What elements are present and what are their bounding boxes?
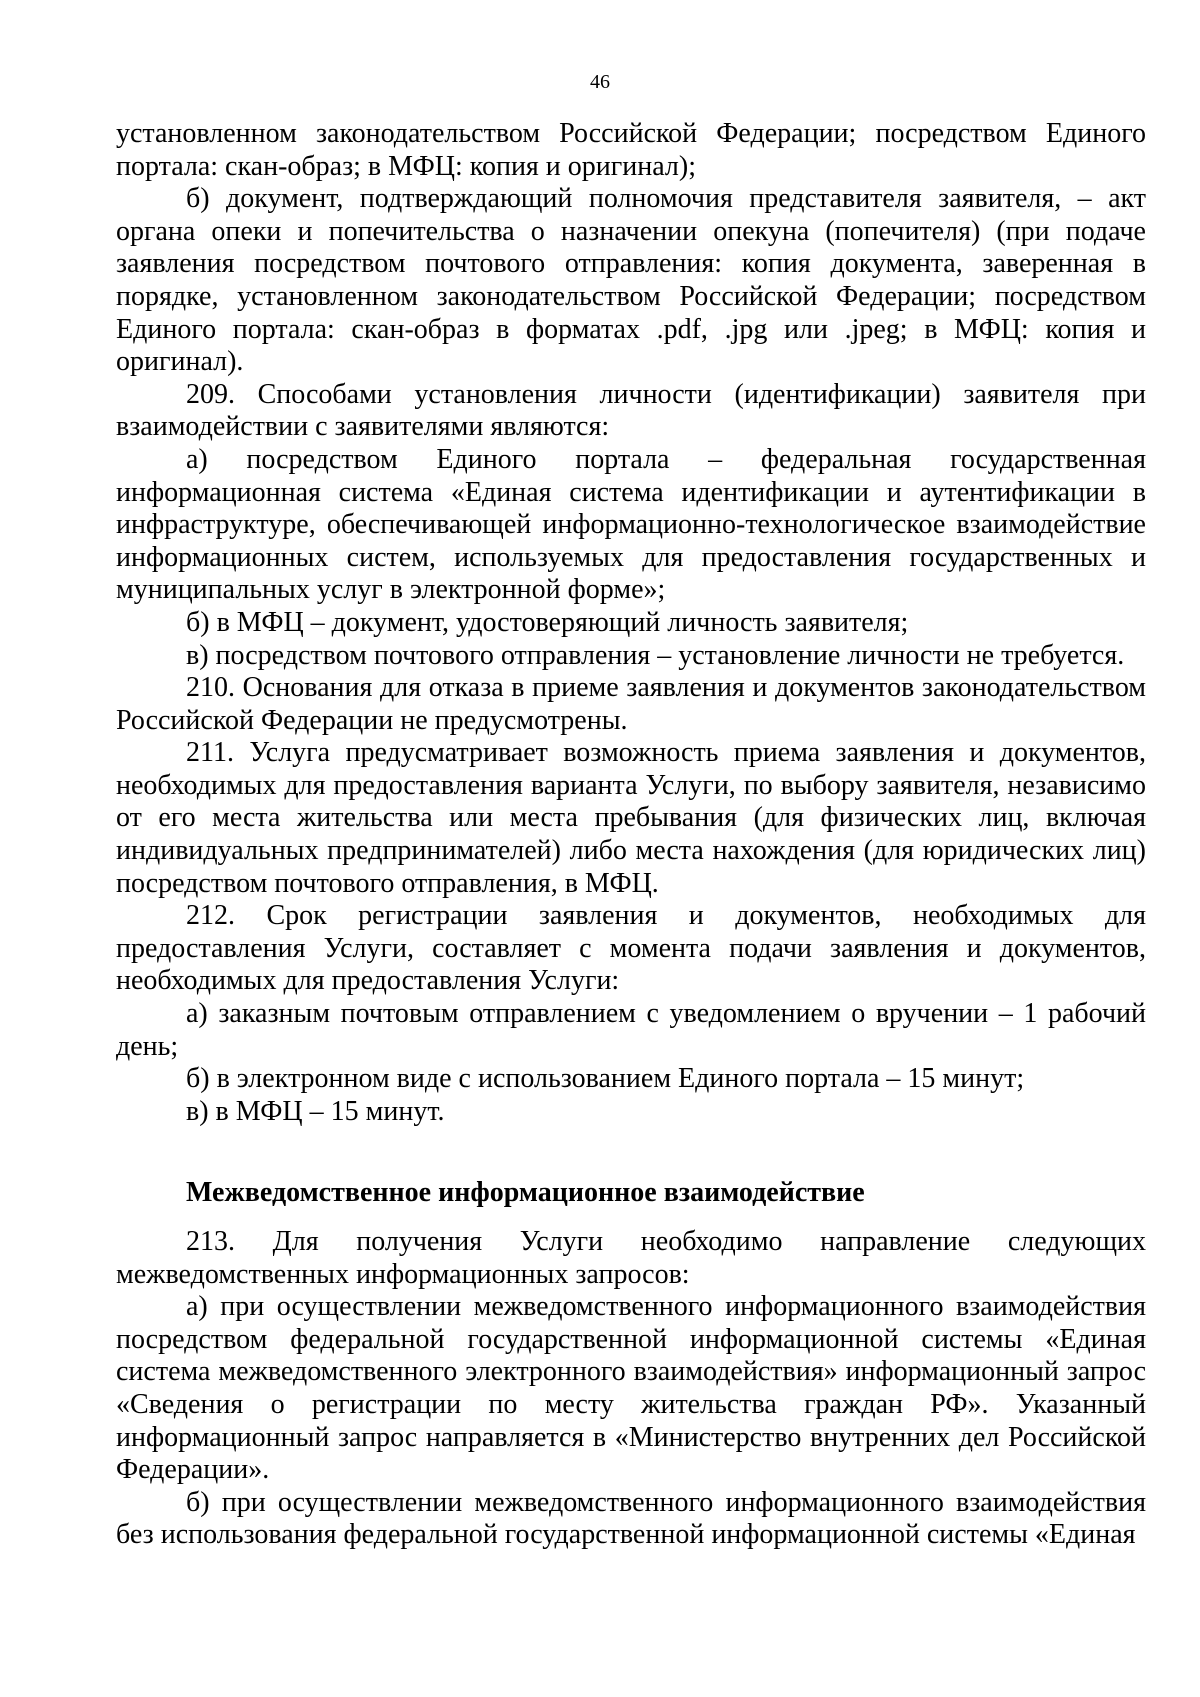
spacer <box>116 1128 1146 1177</box>
paragraph-213a: а) при осуществлении межведомственного информационного взаимодействия посредством федеральной государственной информационной системы «Единая система межведомственного электронного взаимодействия» информационный запрос «Сведения о регистрации по месту жительства граждан РФ». Указанный информационный запрос направляется в «Министерство внутренних дел Российской Федерации». <box>116 1291 1146 1486</box>
paragraph-212: 212. Срок регистрации заявления и документов, необходимых для предоставления Услуги, составляет с момента подачи заявления и документов, необходимых для предоставления Услуги: <box>116 900 1146 997</box>
paragraph-continuation: установленном законодательством Российской Федерации; посредством Единого портала: скан-образ; в МФЦ: копия и оригинал); <box>116 118 1146 182</box>
section-heading: Межведомственное информационное взаимодействие <box>186 1177 865 1209</box>
paragraph-210: 210. Основания для отказа в приеме заявления и документов законодательством Российской Федерации не предусмотрены. <box>116 672 1146 736</box>
paragraph-212c: в) в МФЦ – 15 минут. <box>186 1095 445 1127</box>
document-body <box>116 118 1146 1552</box>
paragraph-209b: б) в МФЦ – документ, удостоверяющий личность заявителя; <box>186 606 909 638</box>
paragraph-211: 211. Услуга предусматривает возможность приема заявления и документов, необходимых для предоставления варианта Услуги, по выбору заявителя, независимо от его места жительства или места пребывания (для физических лиц, включая индивидуальных предпринимателей) либо места нахождения (для юридических лиц) посредством почтового отправления, в МФЦ. <box>116 737 1146 899</box>
paragraph-209: 209. Способами установления личности (идентификации) заявителя при взаимодействии с заявителями являются: <box>116 378 1146 443</box>
paragraph-213b: б) при осуществлении межведомственного информационного взаимодействия без использования федеральной государственной информационной системы «Единая <box>116 1486 1146 1551</box>
paragraph-209a: а) посредством Единого портала – федеральная государственная информационная система «Единая система идентификации и аутентификации в инфраструктуре, обеспечивающей информационно-технологическое взаимодействие информационных систем, используемых для предоставления государственных и муниципальных услуг в электронной форме»; <box>116 443 1146 606</box>
paragraph-212b: б) в электронном виде с использованием Единого портала – 15 минут; <box>186 1063 1025 1095</box>
paragraph-213: 213. Для получения Услуги необходимо направление следующих межведомственных информационных запросов: <box>116 1226 1146 1290</box>
paragraph-208b: б) документ, подтверждающий полномочия представителя заявителя, – акт органа опеки и попечительства о назначении опекуна (попечителя) (при подаче заявления посредством почтового отправления: копия документа, заверенная в порядке, установленном законодательством Российской Федерации; посредством Единого портала: скан-образ в форматах .pdf, .jpg или .jpeg; в МФЦ: копия и оригинал). <box>116 183 1146 378</box>
paragraph-212a: а) заказным почтовым отправлением с уведомлением о вручении – 1 рабочий день; <box>116 998 1146 1062</box>
paragraph-209c: в) посредством почтового отправления – установление личности не требуется. <box>186 639 1125 671</box>
page-number: 46 <box>590 71 610 93</box>
spacer <box>116 1210 1146 1226</box>
